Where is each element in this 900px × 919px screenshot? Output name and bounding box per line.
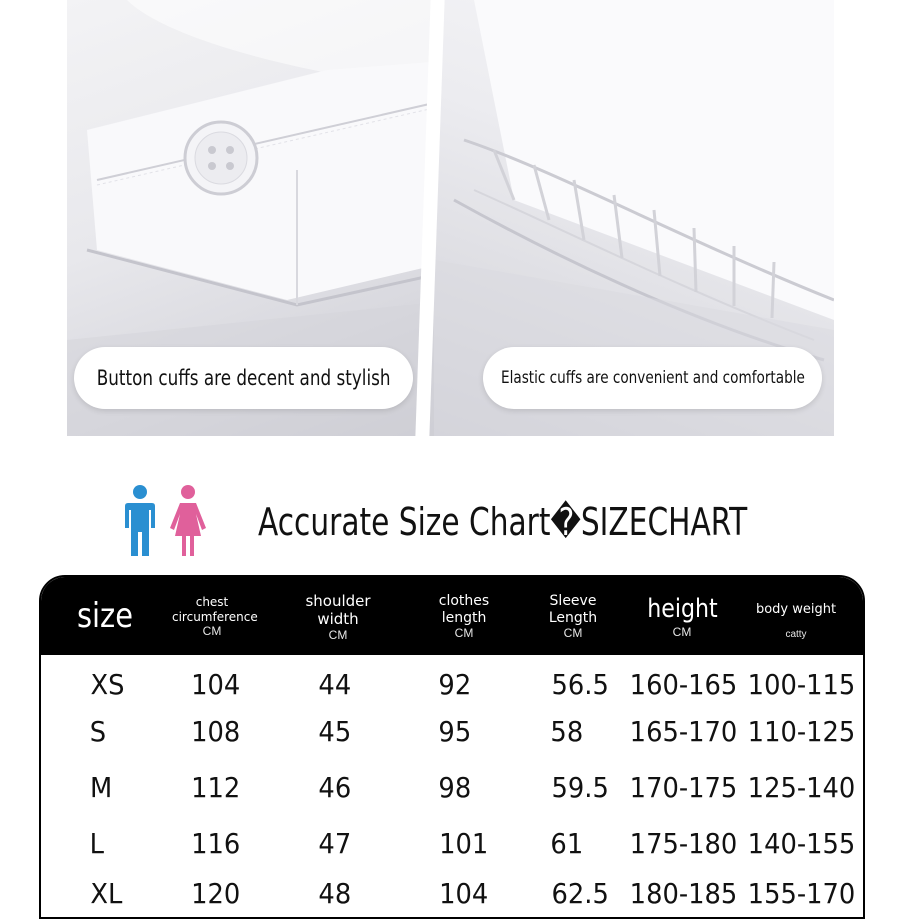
table-cell-text: 160-165 — [629, 667, 738, 701]
table-cell-text: 95 — [438, 714, 472, 748]
table-cell-text: 175-180 — [629, 826, 738, 860]
header-shoulder-label: shoulder width — [305, 591, 371, 628]
table-cell-text: 45 — [318, 714, 352, 748]
header-chest — [165, 577, 259, 655]
table-cell-text: 101 — [439, 826, 489, 860]
table-cell — [317, 819, 353, 867]
table-cell-text: 48 — [318, 876, 352, 910]
header-clothes-length-unit: CM — [454, 626, 474, 641]
button-cuff-caption-text: Button cuffs are decent and stylish — [96, 366, 391, 390]
header-chest-label: chest circumference — [172, 595, 258, 624]
table-cell — [317, 869, 353, 917]
table-cell-text: 104 — [191, 667, 241, 701]
table-cell — [89, 763, 113, 811]
table-cell-text: 104 — [439, 876, 489, 910]
table-cell — [625, 707, 742, 755]
header-body-weight — [743, 577, 849, 655]
header-size — [59, 577, 151, 655]
table-cell-text: 100-115 — [747, 667, 856, 701]
elastic-cuff-caption-text: Elastic cuffs are convenient and comfortable — [500, 368, 805, 388]
table-cell-text: 58 — [550, 714, 584, 748]
table-cell — [625, 763, 742, 811]
table-cell — [317, 763, 353, 811]
table-cell-text: 125-140 — [747, 770, 856, 804]
table-cell — [743, 819, 860, 867]
table-cell — [89, 660, 126, 708]
header-sleeve-length-label: Sleeve Length — [548, 592, 598, 626]
table-cell — [625, 819, 742, 867]
table-cell-text: 180-185 — [629, 876, 738, 910]
table-cell-text: L — [89, 826, 104, 860]
table-cell — [625, 869, 742, 917]
table-cell — [549, 869, 611, 917]
table-cell-text: 120 — [191, 876, 241, 910]
header-clothes-length-label: clothes length — [438, 592, 490, 626]
table-cell — [189, 763, 242, 811]
table-cell — [189, 707, 242, 755]
table-cell — [437, 660, 473, 708]
table-cell-text: 108 — [191, 714, 241, 748]
table-cell-text: 155-170 — [747, 876, 856, 910]
table-cell-text: 112 — [191, 770, 241, 804]
table-cell — [743, 763, 860, 811]
table-cell-text: 59.5 — [551, 770, 609, 804]
table-cell — [743, 707, 860, 755]
header-shoulder — [293, 577, 383, 655]
header-chest-unit: CM — [202, 623, 222, 638]
table-cell-text: 165-170 — [629, 714, 738, 748]
table-cell — [437, 707, 473, 755]
table-row — [41, 763, 863, 811]
table-cell — [549, 819, 585, 867]
table-cell — [317, 660, 353, 708]
header-size-label: size — [76, 595, 134, 636]
table-cell — [437, 869, 490, 917]
table-cell-text: 62.5 — [551, 876, 609, 910]
table-cell-text: 47 — [318, 826, 352, 860]
table-cell — [189, 819, 242, 867]
table-cell-text: 170-175 — [629, 770, 738, 804]
woman-icon — [166, 484, 210, 558]
table-cell — [437, 763, 473, 811]
table-cell — [89, 819, 105, 867]
table-cell-text: 140-155 — [747, 826, 856, 860]
table-cell — [189, 869, 242, 917]
button-cuff-caption — [74, 347, 413, 409]
header-sleeve-length-unit: CM — [563, 626, 583, 641]
header-height-unit: CM — [672, 625, 692, 640]
table-cell — [317, 707, 353, 755]
table-cell-text: 116 — [191, 826, 241, 860]
table-cell-text: XL — [90, 876, 123, 910]
table-row — [41, 707, 863, 755]
table-cell-text: 92 — [438, 667, 472, 701]
header-shoulder-unit: CM — [328, 627, 348, 642]
header-body-weight-unit: catty — [785, 628, 807, 640]
header-body-weight-label: body weight — [755, 602, 837, 618]
table-header — [41, 577, 863, 655]
table-cell-text: 56.5 — [551, 667, 609, 701]
size-table — [39, 575, 865, 919]
table-row — [41, 869, 863, 917]
table-cell — [89, 869, 124, 917]
size-chart-title: Accurate Size Chart�SIZECHART — [258, 500, 748, 544]
header-height — [633, 577, 731, 655]
man-icon — [124, 484, 156, 558]
table-cell — [89, 707, 107, 755]
table-row — [41, 660, 863, 708]
table-cell-text: 98 — [438, 770, 472, 804]
table-cell — [189, 660, 242, 708]
table-cell — [549, 763, 611, 811]
table-cell-text: 46 — [318, 770, 352, 804]
table-cell-text: 61 — [550, 826, 584, 860]
table-cell-text: M — [89, 770, 113, 804]
table-cell — [625, 660, 742, 708]
header-clothes-length — [419, 577, 509, 655]
table-cell-text: XS — [90, 667, 125, 701]
table-cell-text: S — [89, 714, 107, 748]
table-row — [41, 819, 863, 867]
table-cell — [743, 869, 860, 917]
table-cell-text: 110-125 — [747, 714, 856, 748]
table-cell — [549, 660, 611, 708]
table-cell — [437, 819, 490, 867]
header-height-label: height — [646, 593, 718, 624]
table-cell-text: 44 — [318, 667, 352, 701]
table-cell — [743, 660, 860, 708]
table-cell — [549, 707, 585, 755]
header-sleeve-length — [529, 577, 617, 655]
elastic-cuff-caption — [483, 347, 822, 409]
